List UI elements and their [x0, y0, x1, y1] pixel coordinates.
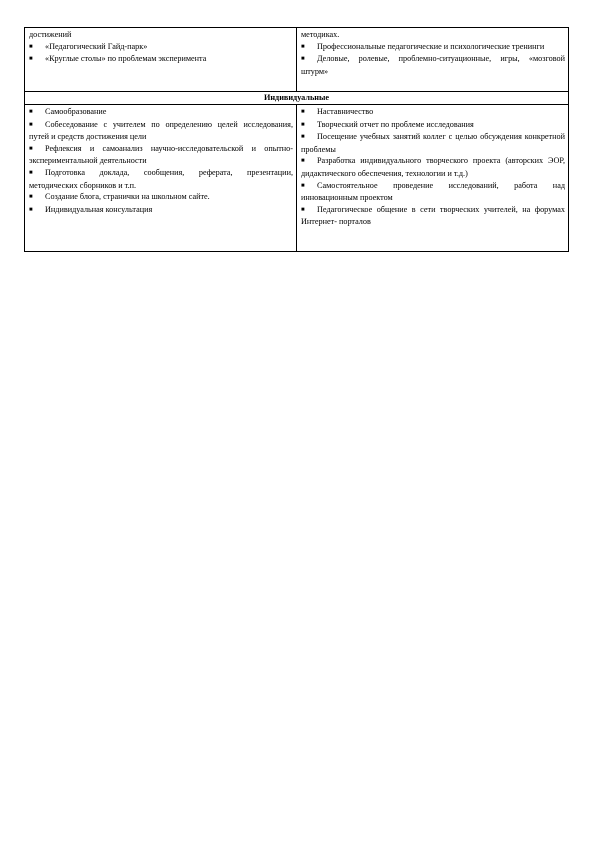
continuation-text: достижений [29, 30, 72, 39]
main-right-cell [297, 105, 569, 252]
list-item: ■Собеседование с учителем по определению целей исследования, путей и средств достижения цели [29, 119, 293, 143]
section-header-row [25, 92, 569, 105]
square-bullet-icon [301, 205, 317, 217]
list-item: ■Творческий отчет по проблеме исследования [301, 119, 565, 132]
square-bullet-icon [301, 120, 317, 132]
top-left-cell [25, 28, 297, 92]
square-bullet-icon [29, 168, 45, 180]
square-bullet-icon [301, 42, 317, 54]
list-item: ■Подготовка доклада, сообщения, реферата, презентации, методических сборников и т.п. [29, 167, 293, 191]
square-bullet-icon [301, 54, 317, 66]
list-item: ■Профессиональные педагогические и психологические тренинги [301, 41, 565, 54]
list-item: ■Разработка индивидуального творческого проекта (авторских ЭОР, дидактического обеспечения, технологии и т.д.) [301, 155, 565, 179]
square-bullet-icon [301, 156, 317, 168]
section-title: Индивидуальные [25, 92, 569, 105]
list-item: ■Рефлексия и самоанализ научно-исследовательской и опытно-экспериментальной деятельности [29, 143, 293, 167]
main-left-cell [25, 105, 297, 252]
list-item: ■Наставничество [301, 106, 565, 119]
square-bullet-icon [29, 107, 45, 119]
square-bullet-icon [29, 205, 45, 217]
list-item: ■«Круглые столы» по проблемам эксперимента [29, 53, 293, 66]
list-item: ■Самостоятельное проведение исследований, работа над инновационным проектом [301, 180, 565, 204]
square-bullet-icon [301, 181, 317, 193]
square-bullet-icon [29, 120, 45, 132]
square-bullet-icon [301, 107, 317, 119]
list-item: ■Деловые, ролевые, проблемно-ситуационные, игры, «мозговой штурм» [301, 53, 565, 77]
list-item: ■«Педагогический Гайд-парк» [29, 41, 293, 54]
list-item: ■Педагогическое общение в сети творческих учителей, на форумах Интернет- порталов [301, 204, 565, 228]
square-bullet-icon [29, 42, 45, 54]
list-item: ■Самообразование [29, 106, 293, 119]
square-bullet-icon [301, 132, 317, 144]
continuation-text: методиках. [301, 30, 340, 39]
top-right-cell [297, 28, 569, 92]
list-item: ■Посещение учебных занятий коллег с целью обсуждения конкретной проблемы [301, 131, 565, 155]
methods-table [24, 27, 569, 252]
list-item: ■Создание блога, странички на школьном сайте. [29, 191, 293, 204]
square-bullet-icon [29, 54, 45, 66]
list-item: ■Индивидуальная консультация [29, 204, 293, 217]
square-bullet-icon [29, 192, 45, 204]
individual-forms-row [25, 105, 569, 252]
square-bullet-icon [29, 144, 45, 156]
collective-forms-row-continuation [25, 28, 569, 92]
